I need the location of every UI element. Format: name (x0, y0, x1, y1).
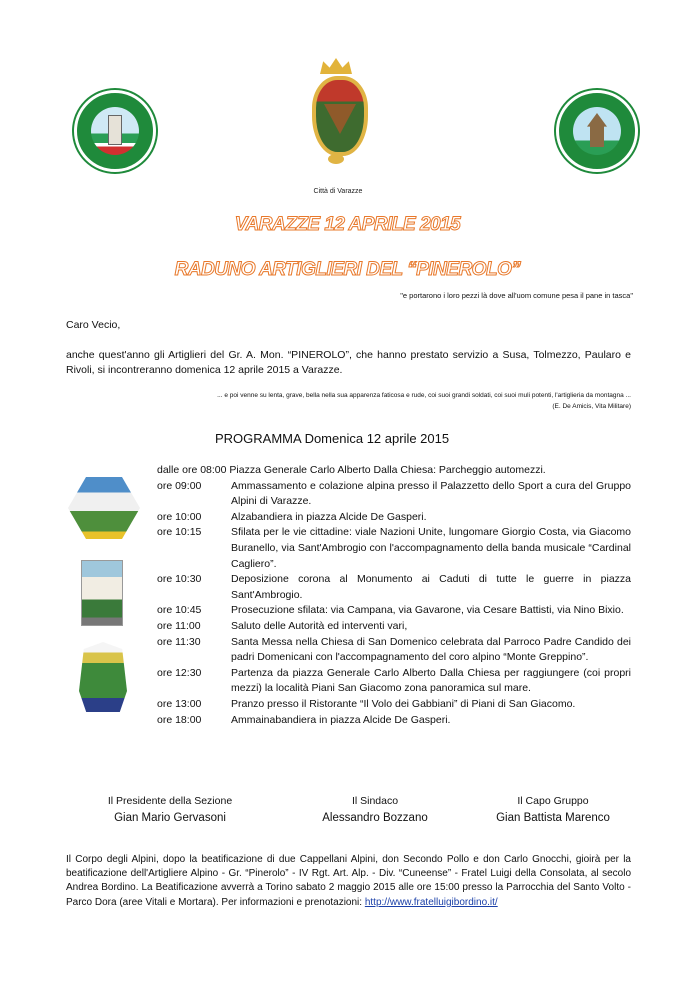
signature-name: Alessandro Bozzano (322, 812, 428, 824)
program-item: ore 11:00 Saluto delle Autorità ed interventi vari, (157, 619, 408, 632)
crest-caption: Città di Varazze (313, 188, 363, 195)
ana-varazze-logo (74, 90, 156, 172)
mountain-artillery-hex-badge-icon (68, 477, 140, 539)
epigraph: "e portarono i loro pezzi là dove all'uom comune pesa il pane in tasca" (400, 291, 633, 300)
program-item: ore 11:30 Santa Messa nella Chiesa di San Domenico celebrata dal Parroco Padre Candido dei padri Domenicani con l'accompagnamento del coro alpino “Monte Greppino”. (157, 635, 631, 664)
title-raduno: RADUNO ARTIGLIERI DEL “PINEROLO” (174, 259, 521, 280)
signature-role: Il Presidente della Sezione (107, 795, 233, 807)
signature-name: Gian Mario Gervasoni (114, 812, 226, 824)
footer-paragraph (66, 853, 631, 910)
varazze-coat-of-arms (308, 58, 364, 168)
signature-role: Il Sindaco (351, 795, 399, 807)
ana-savona-logo (556, 90, 638, 172)
citation (66, 390, 631, 412)
greeting: Caro Vecio, (66, 319, 121, 331)
varazze-coat-of-arms-icon (308, 58, 364, 168)
program-item: ore 10:30 Deposizione corona al Monumento ai Caduti di tutte le guerre in piazza Sant'Ambrogio. (157, 573, 631, 601)
eagle-mountain-badge-icon (81, 560, 123, 626)
ana-savona-badge-icon (573, 107, 621, 155)
citation-text: ... e poi venne su lenta, grave, bella nella sua apparenza faticosa e rude, coi suoi grandi soldati, coi suoi muli potenti, l'artiglieria da montagna ... (217, 392, 631, 399)
program-item: ore 10:15 Sfilata per le vie cittadine: viale Nazioni Unite, lungomare Giorgio Costa, via Giacomo Buranello, via Sant'Ambrogio con l'accompagnamento della banda musicale “Cardinal Cagliero”. (157, 526, 631, 570)
footer-text: Il Corpo degli Alpini, dopo la beatificazione di due Cappellani Alpini, don Secondo Pollo e don Carlo Gnocchi, gioirà per la beatificazione dell'Artigliere Alpino - Gr. “Pinerolo” - IV Rgt. Art. Alp. - Div. “Cuneense” - Fratel Luigi della Consolata, al secolo Andrea Bordino. La Beatificazione avverrà a Torino sabato 2 maggio 2015 alle ore 15:00 presso la Parrocchia del Santo Volto - Parco Dora (aree Vitali e Mortara). Per informazioni e prenotazioni: (66, 854, 631, 908)
program-first-line: dalle ore 08:00 Piazza Generale Carlo Alberto Dalla Chiesa: Parcheggio automezzi. (157, 464, 546, 476)
program-item: ore 09:00 Ammassamento e colazione alpina presso il Palazzetto dello Sport a cura del Gruppo Alpini di Varazze. (157, 479, 631, 508)
signature-president (80, 793, 260, 827)
signature-mayor (285, 793, 465, 827)
citation-source: (E. De Amicis, Vita Militare) (552, 403, 631, 410)
program-item: ore 12:30 Partenza da piazza Generale Carlo Alberto Dalla Chiesa per raggiungere (coi propri mezzi) la località Piani San Giacomo zona panoramica sul mare. (157, 666, 631, 695)
program-item: ore 13:00 Pranzo presso il Ristorante “Il Volo dei Gabbiani” di Piani di San Giacomo. (157, 697, 576, 710)
program-list (157, 463, 631, 728)
title-date: VARAZZE 12 APRILE 2015 (234, 214, 461, 235)
ana-varazze-badge-icon (91, 107, 139, 155)
program-item: ore 10:45 Prosecuzione sfilata: via Campana, via Gavarone, via Cesare Battisti, via Nino Bixio. (157, 604, 624, 617)
program-item: ore 18:00 Ammainabandiera in piazza Alcide De Gasperi. (157, 713, 451, 726)
signature-role: Il Capo Gruppo (517, 795, 589, 807)
signature-name: Gian Battista Marenco (496, 812, 610, 824)
intro-paragraph: anche quest'anno gli Artiglieri del Gr. A. Mon. “PINEROLO”, che hanno prestato servizio a Susa, Tolmezzo, Paularo e Rivoli, si incontreranno domenica 12 aprile 2015 a Varazze. (66, 349, 631, 376)
website-link[interactable]: http://www.fratelluigibordino.it/ (364, 896, 498, 908)
signature-group-leader (463, 793, 643, 827)
program-title: PROGRAMMA Domenica 12 aprile 2015 (215, 431, 450, 446)
gr-a-mon-pinerolo-shield-badge-icon (79, 642, 127, 712)
program-item: ore 10:00 Alzabandiera in piazza Alcide De Gasperi. (157, 510, 427, 523)
